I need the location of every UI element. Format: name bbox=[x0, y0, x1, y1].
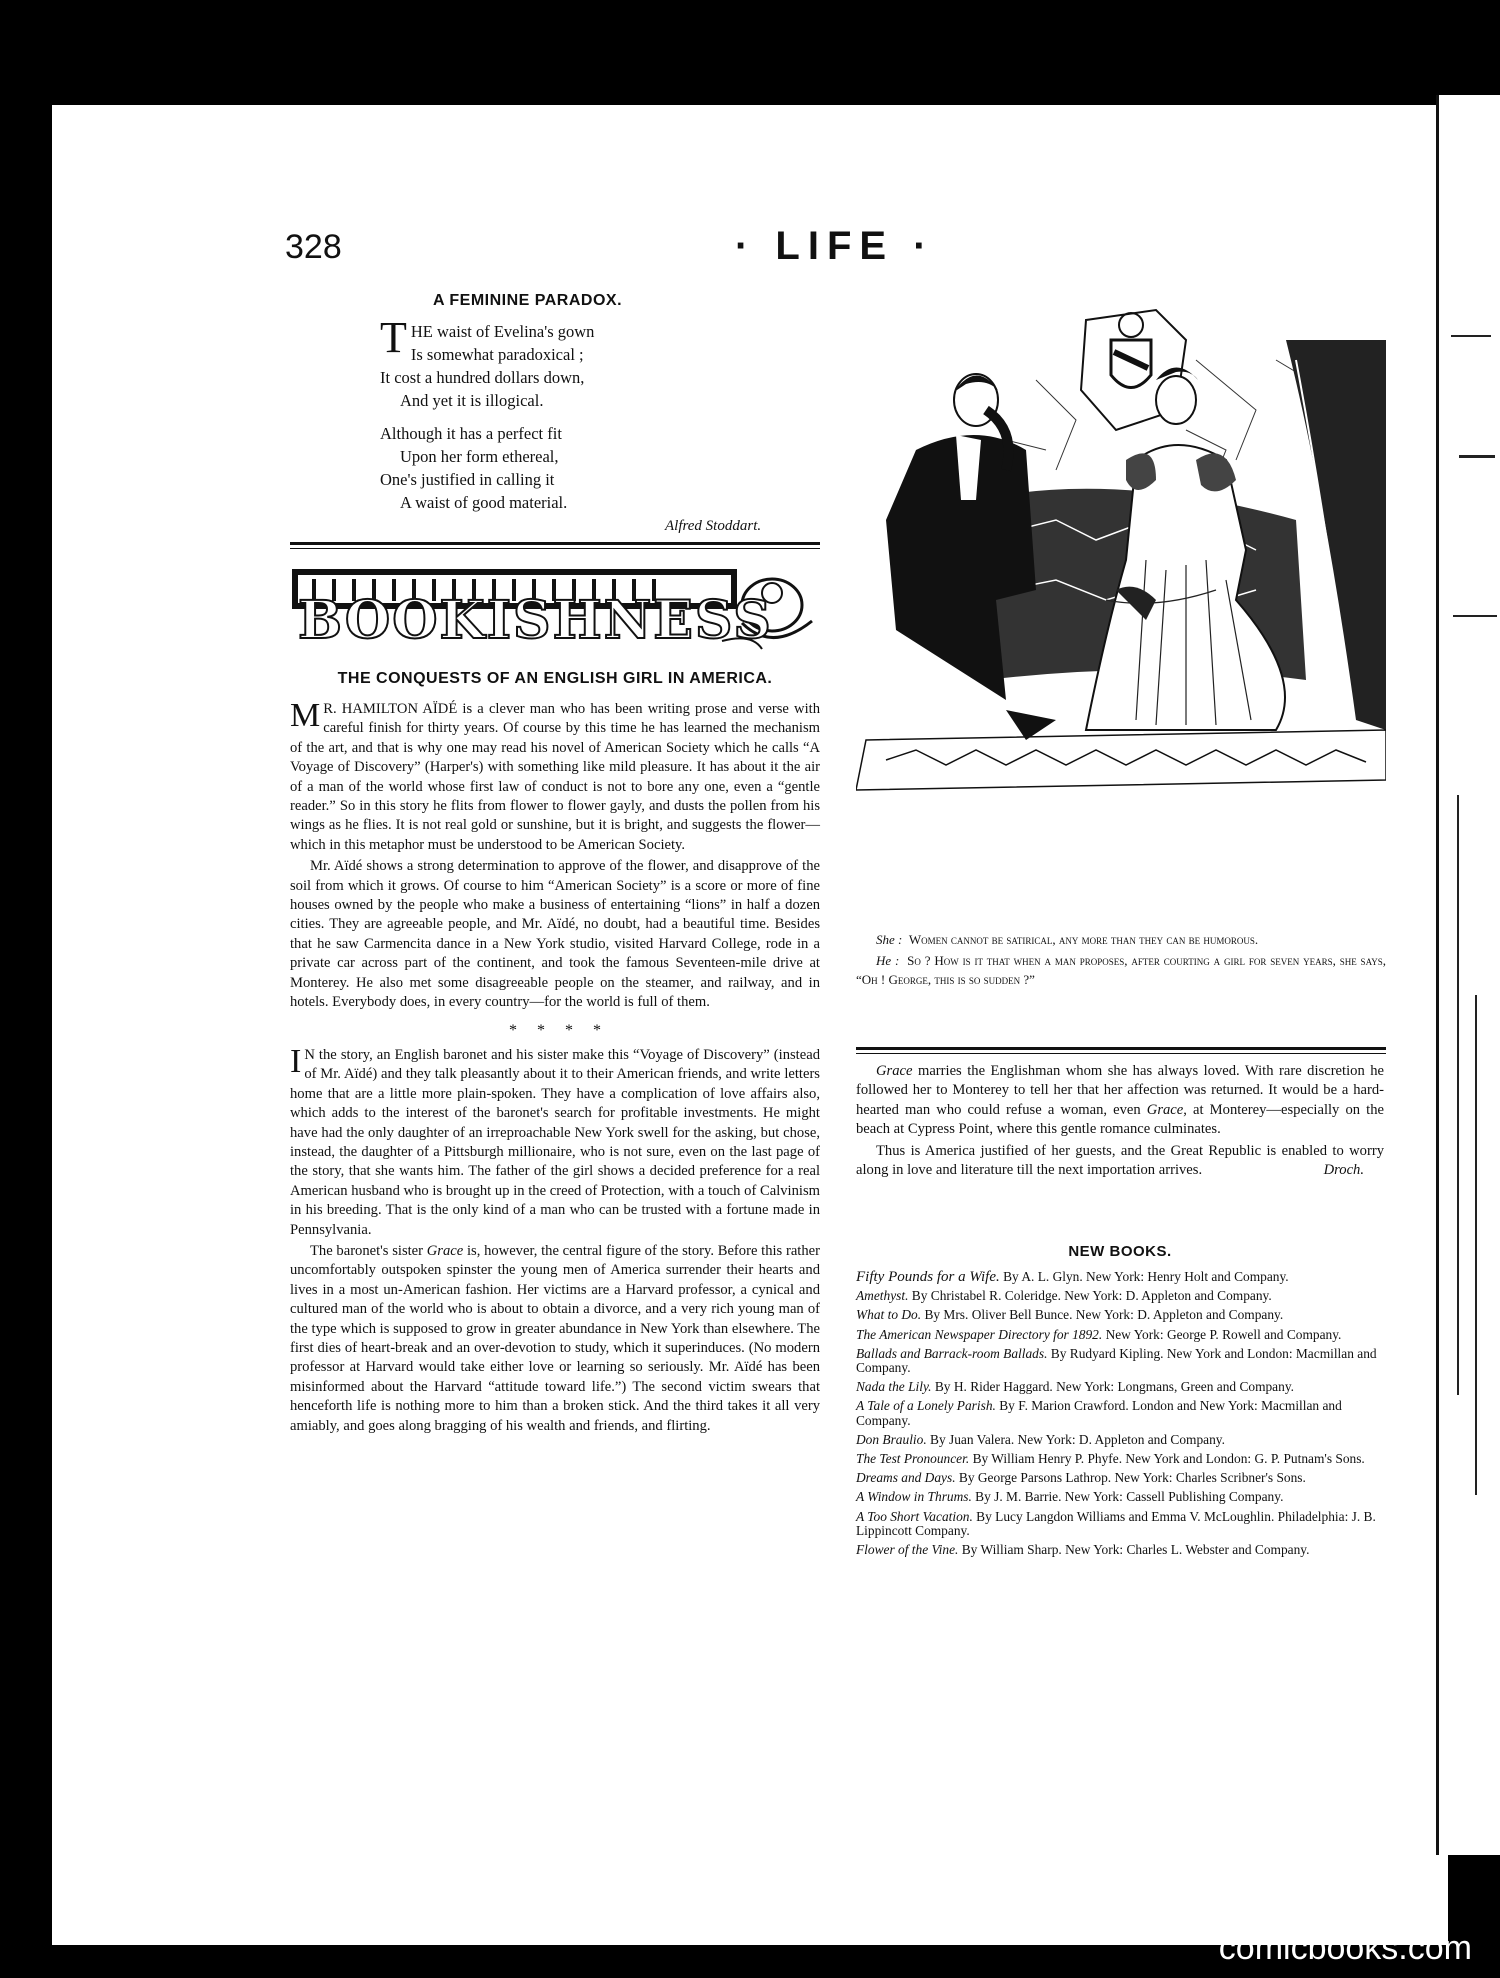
new-books-list bbox=[856, 1270, 1383, 1562]
list-item: A Tale of a Lonely Parish. By F. Marion Crawford. London and New York: Macmillan and Company. bbox=[856, 1398, 1342, 1428]
bookishness-banner bbox=[292, 563, 820, 655]
list-item: Ballads and Barrack-room Ballads. By Rudyard Kipling. New York and London: Macmillan and Company. bbox=[856, 1345, 1377, 1376]
list-item: Amethyst. By Christabel R. Coleridge. New York: D. Appleton and Company. bbox=[856, 1288, 1272, 1304]
list-item: Don Braulio. By Juan Valera. New York: D. Appleton and Company. bbox=[856, 1431, 1225, 1447]
double-rule bbox=[856, 1047, 1386, 1054]
new-books-title: NEW BOOKS. bbox=[1068, 1243, 1172, 1260]
poem-line: Is somewhat paradoxical ; bbox=[410, 345, 584, 364]
list-item: A Window in Thrums. By J. M. Barrie. New York: Cassell Publishing Company. bbox=[856, 1489, 1284, 1505]
paragraph: Thus is America justified of her guests, and the Great Republic is enabled to worry along in love and literature till the next importation arrives. Droch. bbox=[856, 1142, 1384, 1181]
double-rule bbox=[290, 542, 820, 549]
banner-title: BOOKISHNESS bbox=[298, 590, 773, 651]
poem-title: A FEMININE PARADOX. bbox=[432, 292, 623, 309]
section-separator: * * * * bbox=[509, 1021, 601, 1039]
illustration-drawing bbox=[856, 300, 1386, 880]
list-item: Flower of the Vine. By William Sharp. New York: Charles L. Webster and Company. bbox=[856, 1542, 1310, 1558]
article-left-column bbox=[290, 697, 820, 1438]
paragraph: Grace marries the Englishman whom she has always loved. With rare discretion he followed her to Monterey to tell her that her affection was returned. It would be a hard-hearted man who could refuse a woman, even Grace, at Monterey—especially on the beach at Cypress Point, where this gentle romance culminates. bbox=[856, 1063, 1384, 1138]
paragraph: I N the story, an English baronet and his sister make this “Voyage of Discovery” (instead of Mr. Aïdé) and they talk pleasantly about it to their American friends, and write letters home that are a little more plain-spoken. They have a complication of love affairs also, which adds to the interest of the baronet's search for profitable investments. He might have had the only daughter of an irreproachable New York swell for the asking, but chose, instead, the daughter of a Pittsburgh millionaire, who is not sure, even on the last page of the story, that she wants him. The father of the girl shows a decided preference for a real American husband who is brought up in the creed of Protection, with a touch of Calvinism in his breeding. That is the only kind of a man who can be trusted with a fortune made in Pennsylvania. bbox=[290, 1042, 820, 1238]
caption-he-text: So ? How is it that when a man proposes, after courting a girl for seven years, she says, “Oh ! George, this is so sudden ?” bbox=[856, 953, 1386, 987]
poem-line: Upon her form ethereal, bbox=[400, 447, 559, 466]
paragraph: Mr. Aïdé shows a strong determination to approve of the flower, and disapprove of the soil from which it grows. Of course to him “American Society” is a score or more of fine houses owned by the people who make a business of entertaining “lions” in half a dozen cities. They are agreeable people, and Mr. Aïdé, no doubt, had a beautiful time. Besides that he saw Carmencita dance in a New York studio, visited Harvard College, rode in a private car across part of the continent, and took the famous Seventeen-mile drive at Monterey. He also met some disagreeable people on the steamer, and railway, and in hotels. Everybody does, in every country—for the world is full of them. bbox=[290, 858, 820, 1011]
poem-line: And yet it is illogical. bbox=[400, 391, 544, 410]
watermark: comicbooks.com bbox=[1218, 1929, 1472, 1967]
caption-she-label: She : bbox=[876, 932, 903, 947]
poem-author: Alfred Stoddart. bbox=[665, 518, 762, 534]
list-item: Nada the Lily. By H. Rider Haggard. New York: Longmans, Green and Company. bbox=[856, 1379, 1294, 1395]
drop-cap: I bbox=[290, 1042, 302, 1080]
poem-line: One's justified in calling it bbox=[380, 470, 555, 489]
caption-she-text: Women cannot be satirical, any more than they can be humorous. bbox=[908, 932, 1259, 947]
list-item: A Too Short Vacation. By Lucy Langdon Williams and Emma V. McLoughlin. Philadelphia: J. B. Lippincott Company. bbox=[856, 1508, 1376, 1538]
list-item: The American Newspaper Directory for 1892. New York: George P. Rowell and Company. bbox=[856, 1326, 1342, 1342]
poem-line: It cost a hundred dollars down, bbox=[380, 368, 585, 387]
poem-line: HE waist of Evelina's gown bbox=[410, 322, 595, 341]
poem-line: A waist of good material. bbox=[400, 493, 568, 512]
paragraph: M R. HAMILTON AÏDÉ is a clever man who has been writing prose and verse with careful finish for thirty years. Of course by this time he has learned the mechanism of the art, and that is why one may read his novel of American Society which he calls “A Voyage of Discovery” (Harper's) with something like mild pleasure. It has about it the air of a man of the world whose first law of conduct is not to bore any one, even a “gentle reader.” So in this story he flits from flower to flower gayly, and dusts the pollen from his wings as he flies. It is not real gold or sunshine, but it is bright, and suggests the flower—which in this metaphor must be understood to be American Society. bbox=[290, 697, 820, 853]
poem-drop-cap: T bbox=[380, 313, 407, 362]
list-item: Dreams and Days. By George Parsons Lathrop. New York: Charles Scribner's Sons. bbox=[856, 1470, 1306, 1486]
caption-he-label: He : bbox=[876, 953, 900, 968]
masthead: · LIFE · bbox=[735, 224, 935, 268]
list-item: Fifty Pounds for a Wife. By A. L. Glyn. New York: Henry Holt and Company. bbox=[856, 1269, 1289, 1285]
list-item: What to Do. By Mrs. Oliver Bell Bunce. New York: D. Appleton and Company. bbox=[856, 1307, 1284, 1323]
article-right-column bbox=[856, 1062, 1384, 1182]
paragraph: The baronet's sister Grace is, however, the central figure of the story. Before this rather uncomfortably outspoken spinster the young men of America surrender their hearts and lives in a most un-American fashion. Her victims are a Harvard professor, a cynical and cultured man of the world who is about to obtain a divorce, and a very rich young man of the type which is supposed to grow in greater abundance in New York than elsewhere. The first dies of heart-break and an over-devotion to study, which it superinduces. (No modern professor at Harvard would take either love or learning so seriously. Mr. Aïdé has been misinformed about the Harvard “attitude toward life.”) The second victim swears that henceforth life is nothing more to him than a broken stick. And the third takes it all very amiably, and goes along bragging of his wealth and friends, and flirting. bbox=[290, 1242, 820, 1434]
poem bbox=[380, 313, 595, 514]
poem-line: Although it has a perfect fit bbox=[380, 424, 562, 443]
illustration bbox=[856, 300, 1386, 880]
article-title: THE CONQUESTS OF AN ENGLISH GIRL IN AMERICA. bbox=[337, 670, 773, 687]
page-number: 328 bbox=[285, 228, 342, 266]
list-item: The Test Pronouncer. By William Henry P. Phyfe. New York and London: G. P. Putnam's Sons. bbox=[856, 1451, 1365, 1467]
illustration-caption bbox=[856, 930, 1386, 991]
adjacent-page-edge bbox=[1436, 95, 1500, 1855]
article-signature: Droch. bbox=[1323, 1162, 1364, 1179]
drop-cap: M bbox=[290, 697, 321, 734]
